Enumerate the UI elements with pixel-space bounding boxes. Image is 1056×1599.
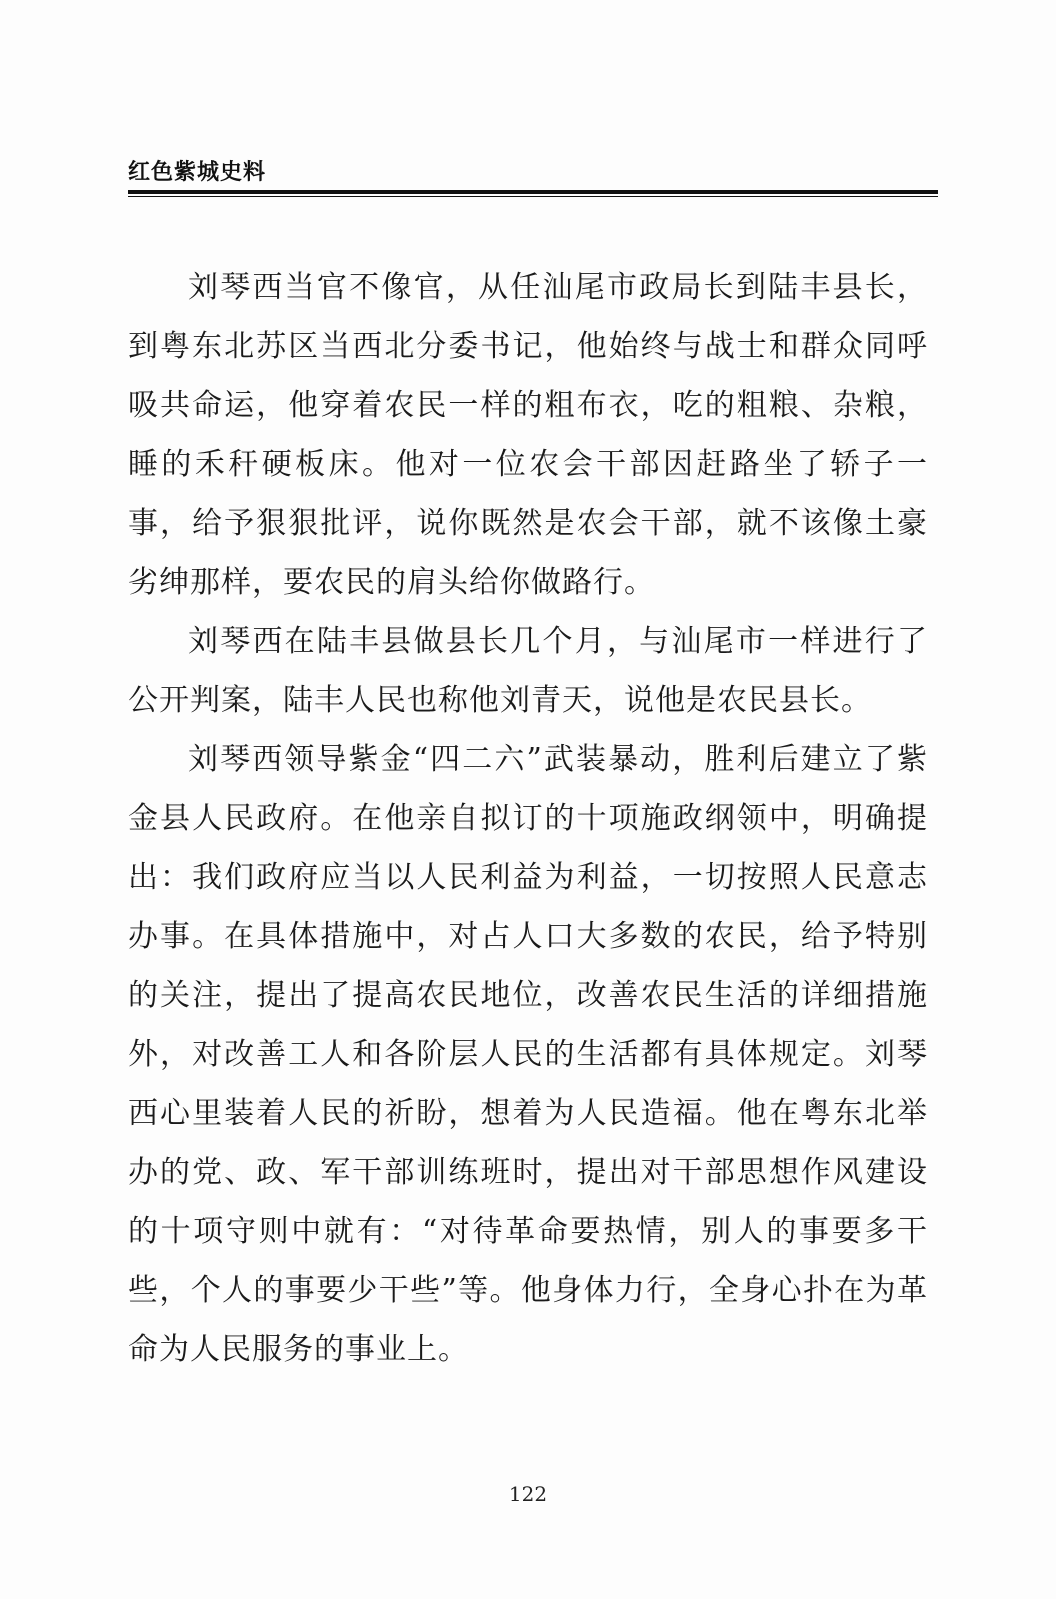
header-rule-thick (128, 190, 938, 194)
paragraph-1: 刘琴西当官不像官，从任汕尾市政局长到陆丰县长，到粤东北苏区当西北分委书记，他始终与战士和群众同呼吸共命运，他穿着农民一样的粗布衣，吃的粗粮、杂粮，睡的禾秆硬板床。他对一位农会干部因赶路坐了轿子一事，给予狠狠批评，说你既然是农会干部，就不该像土豪劣绅那样，要农民的肩头给你做路行。 (128, 270, 928, 600)
running-header (128, 160, 938, 197)
header-rule-thin (128, 196, 938, 197)
paragraph-2: 刘琴西在陆丰县做县长几个月，与汕尾市一样进行了公开判案，陆丰人民也称他刘青天，说他是农民县长。 (128, 624, 928, 718)
body-text (128, 258, 928, 1379)
page-number: 122 (508, 1482, 548, 1506)
header-title: 红色紫城史料 (128, 160, 267, 185)
paragraph-3: 刘琴西领导紫金“四二六”武装暴动，胜利后建立了紫金县人民政府。在他亲自拟订的十项施政纲领中，明确提出：我们政府应当以人民利益为利益，一切按照人民意志办事。在具体措施中，对占人口大多数的农民，给予特别的关注，提出了提高农民地位，改善农民生活的详细措施外，对改善工人和各阶层人民的生活都有具体规定。刘琴西心里装着人民的祈盼，想着为人民造福。他在粤东北举办的党、政、军干部训练班时，提出对干部思想作风建设的十项守则中就有：“对待革命要热情，别人的事要多干些，个人的事要少干些”等。他身体力行，全身心扑在为革命为人民服务的事业上。 (128, 742, 928, 1367)
